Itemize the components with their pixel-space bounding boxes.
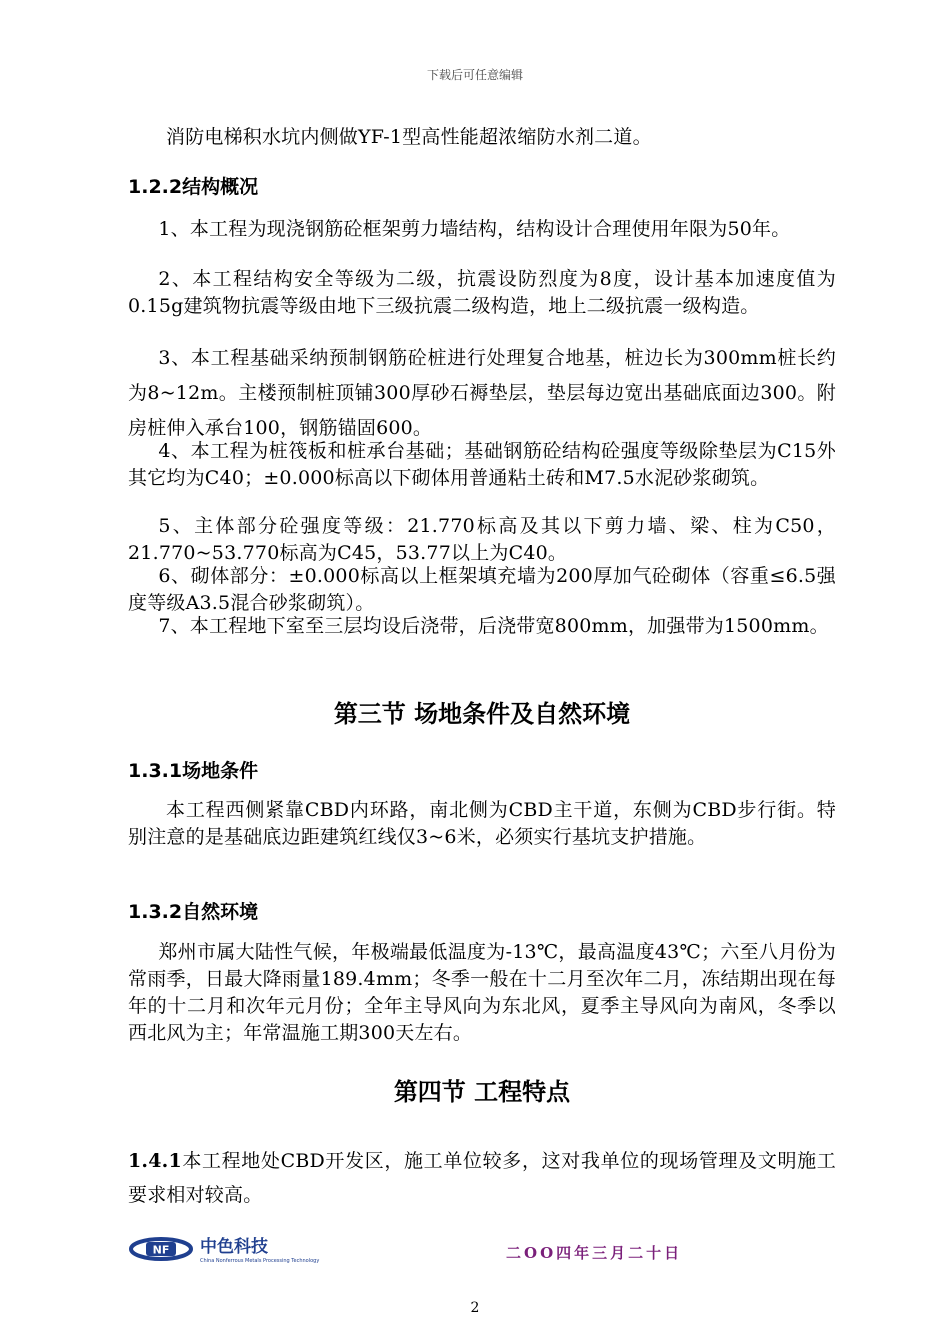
item-1-4-1-text: 本工程地处CBD开发区，施工单位较多，这对我单位的现场管理及文明施工要求相对较高。 xyxy=(128,1150,836,1206)
structure-item-7: 7、本工程地下室至三层均设后浇带，后浇带宽800mm，加强带为1500mm。 xyxy=(158,615,829,637)
section-4-title: 第四节 工程特点 xyxy=(393,1078,571,1106)
logo-mark-icon xyxy=(128,1234,343,1264)
company-logo xyxy=(128,1234,343,1264)
logo-text: 中色科技 xyxy=(200,1237,268,1257)
item-1-4-1 xyxy=(128,1144,836,1212)
environment-text: 郑州市属大陆性气候，年极端最低温度为-13℃，最高温度43℃；六至八月份为常雨季，日最大降雨量189.4mm；冬季一般在十二月至次年二月，冻结期出现在每年的十二月和次年元月份；全年主导风向为东北风，夏季主导风向为南风，冬季以西北风为主；年常温施工期300天左右。 xyxy=(128,941,836,1044)
section-3-title: 第三节 场地条件及自然环境 xyxy=(333,700,631,728)
site-conditions-text: 本工程西侧紧靠CBD内环路，南北侧为CBD主干道，东侧为CBD步行街。特别注意的是基础底边距建筑红线仅3~6米，必须实行基坑支护措施。 xyxy=(128,799,836,848)
heading-1-3-2: 1.3.2自然环境 xyxy=(128,901,259,923)
structure-item-3: 3、本工程基础采纳预制钢筋砼桩进行处理复合地基，桩边长为300mm桩长约为8~12m。主楼预制桩顶铺300厚砂石褥垫层，垫层每边宽出基础底面边300。附房桩伸入承台100，钢筋锚固600。 xyxy=(128,347,836,439)
heading-1-3-1: 1.3.1场地条件 xyxy=(128,760,259,782)
item-1-4-1-number: 1.4.1 xyxy=(128,1150,182,1172)
structure-item-5: 5、主体部分砼强度等级：21.770标高及其以下剪力墙、梁、柱为C50，21.770~53.770标高为C45，53.77以上为C40。 xyxy=(128,515,836,564)
footer-date: 二OO四年三月二十日 xyxy=(506,1244,683,1262)
structure-item-2: 2、本工程结构安全等级为二级，抗震设防烈度为8度，设计基本加速度值为0.15g建筑物抗震等级由地下三级抗震二级构造，地上二级抗震一级构造。 xyxy=(128,268,836,317)
structure-item-6: 6、砌体部分：±0.000标高以上框架填充墙为200厚加气砼砌体（容重≤6.5强度等级A3.5混合砂浆砌筑）。 xyxy=(128,565,836,614)
logo-subtext: China Nonferrous Metals Processing Technology xyxy=(200,1258,320,1264)
structure-item-4: 4、本工程为桩筏板和桩承台基础；基础钢筋砼结构砼强度等级除垫层为C15外其它均为C40；±0.000标高以下砌体用普通粘土砖和M7.5水泥砂浆砌筑。 xyxy=(128,440,836,489)
svg-text:NF: NF xyxy=(152,1243,170,1257)
page-number: 2 xyxy=(470,1300,480,1316)
heading-1-2-2: 1.2.2结构概况 xyxy=(128,176,259,198)
structure-item-1: 1、本工程为现浇钢筋砼框架剪力墙结构，结构设计合理使用年限为50年。 xyxy=(158,218,791,240)
paragraph-intro: 消防电梯积水坑内侧做YF-1型高性能超浓缩防水剂二道。 xyxy=(166,126,652,148)
header-note: 下载后可任意编辑 xyxy=(426,68,523,82)
